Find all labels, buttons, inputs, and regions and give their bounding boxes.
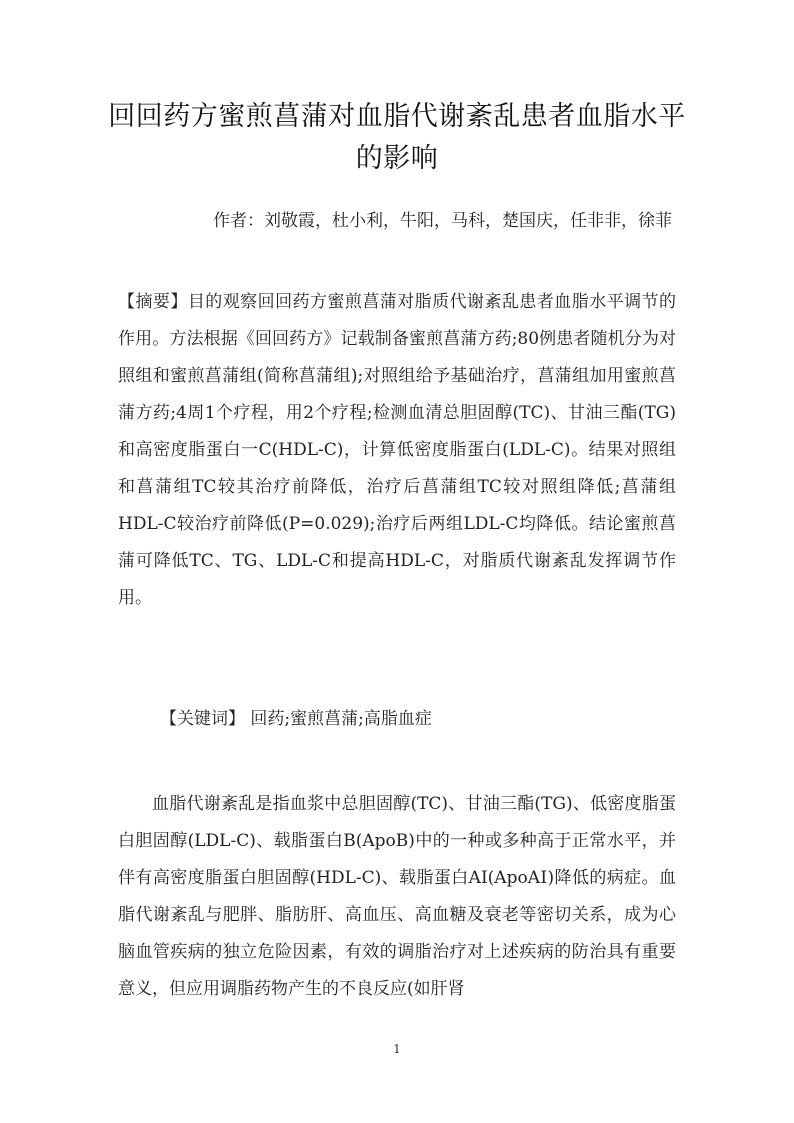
page-number: 1	[393, 1042, 401, 1056]
abstract-text: 目的观察回回药方蜜煎菖蒲对脂质代谢紊乱患者血脂水平调节的作用。方法根据《回回药方》记载制备蜜煎菖蒲方药;80例患者随机分为对照组和蜜煎菖蒲组(简称菖蒲组);对照组给予基础治疗，菖蒲组加用蜜煎菖蒲方药;4周1个疗程，用2个疗程;检测血清总胆固醇(TC)、甘油三酯(TG)和高密度脂蛋白一C(HDL-C)，计算低密度脂蛋白(LDL-C)。结果对照组和菖蒲组TC较其治疗前降低，治疗后菖蒲组TC较对照组降低;菖蒲组HDL-C较治疗前降低(P=0.029);治疗后两组LDL-C均降低。结论蜜煎菖蒲可降低TC、TG、LDL-C和提高HDL-C，对脂质代谢紊乱发挥调节作用。	[118, 292, 677, 608]
abstract-label: 【摘要】	[118, 292, 188, 312]
body-paragraph: 血脂代谢紊乱是指血浆中总胆固醇(TC)、甘油三酯(TG)、低密度脂蛋白胆固醇(LDL-C)、载脂蛋白B(ApoB)中的一种或多种高于正常水平，并伴有高密度脂蛋白胆固醇(HDL-C)、载脂蛋白AI(ApoAⅠ)降低的病症。血脂代谢紊乱与肥胖、脂肪肝、高血压、高血糖及衰老等密切关系，成为心脑血管疾病的独立危险因素，有效的调脂治疗对上述疾病的防治具有重要意义，但应用调脂药物产生的不良反应(如肝肾	[118, 794, 676, 999]
keywords-label: 【关键词】	[160, 709, 245, 729]
abstract-paragraph	[118, 284, 676, 617]
keywords-line	[160, 702, 676, 736]
keywords-text: 回药;蜜煎菖蒲;高脂血症	[245, 709, 432, 729]
author-line: 作者：刘敬霞，杜小利，牛阳，马科，楚国庆，任非非，徐菲	[213, 211, 672, 231]
document-title: 回回药方蜜煎菖蒲对血脂代谢紊乱患者血脂水平的影响	[108, 101, 686, 174]
